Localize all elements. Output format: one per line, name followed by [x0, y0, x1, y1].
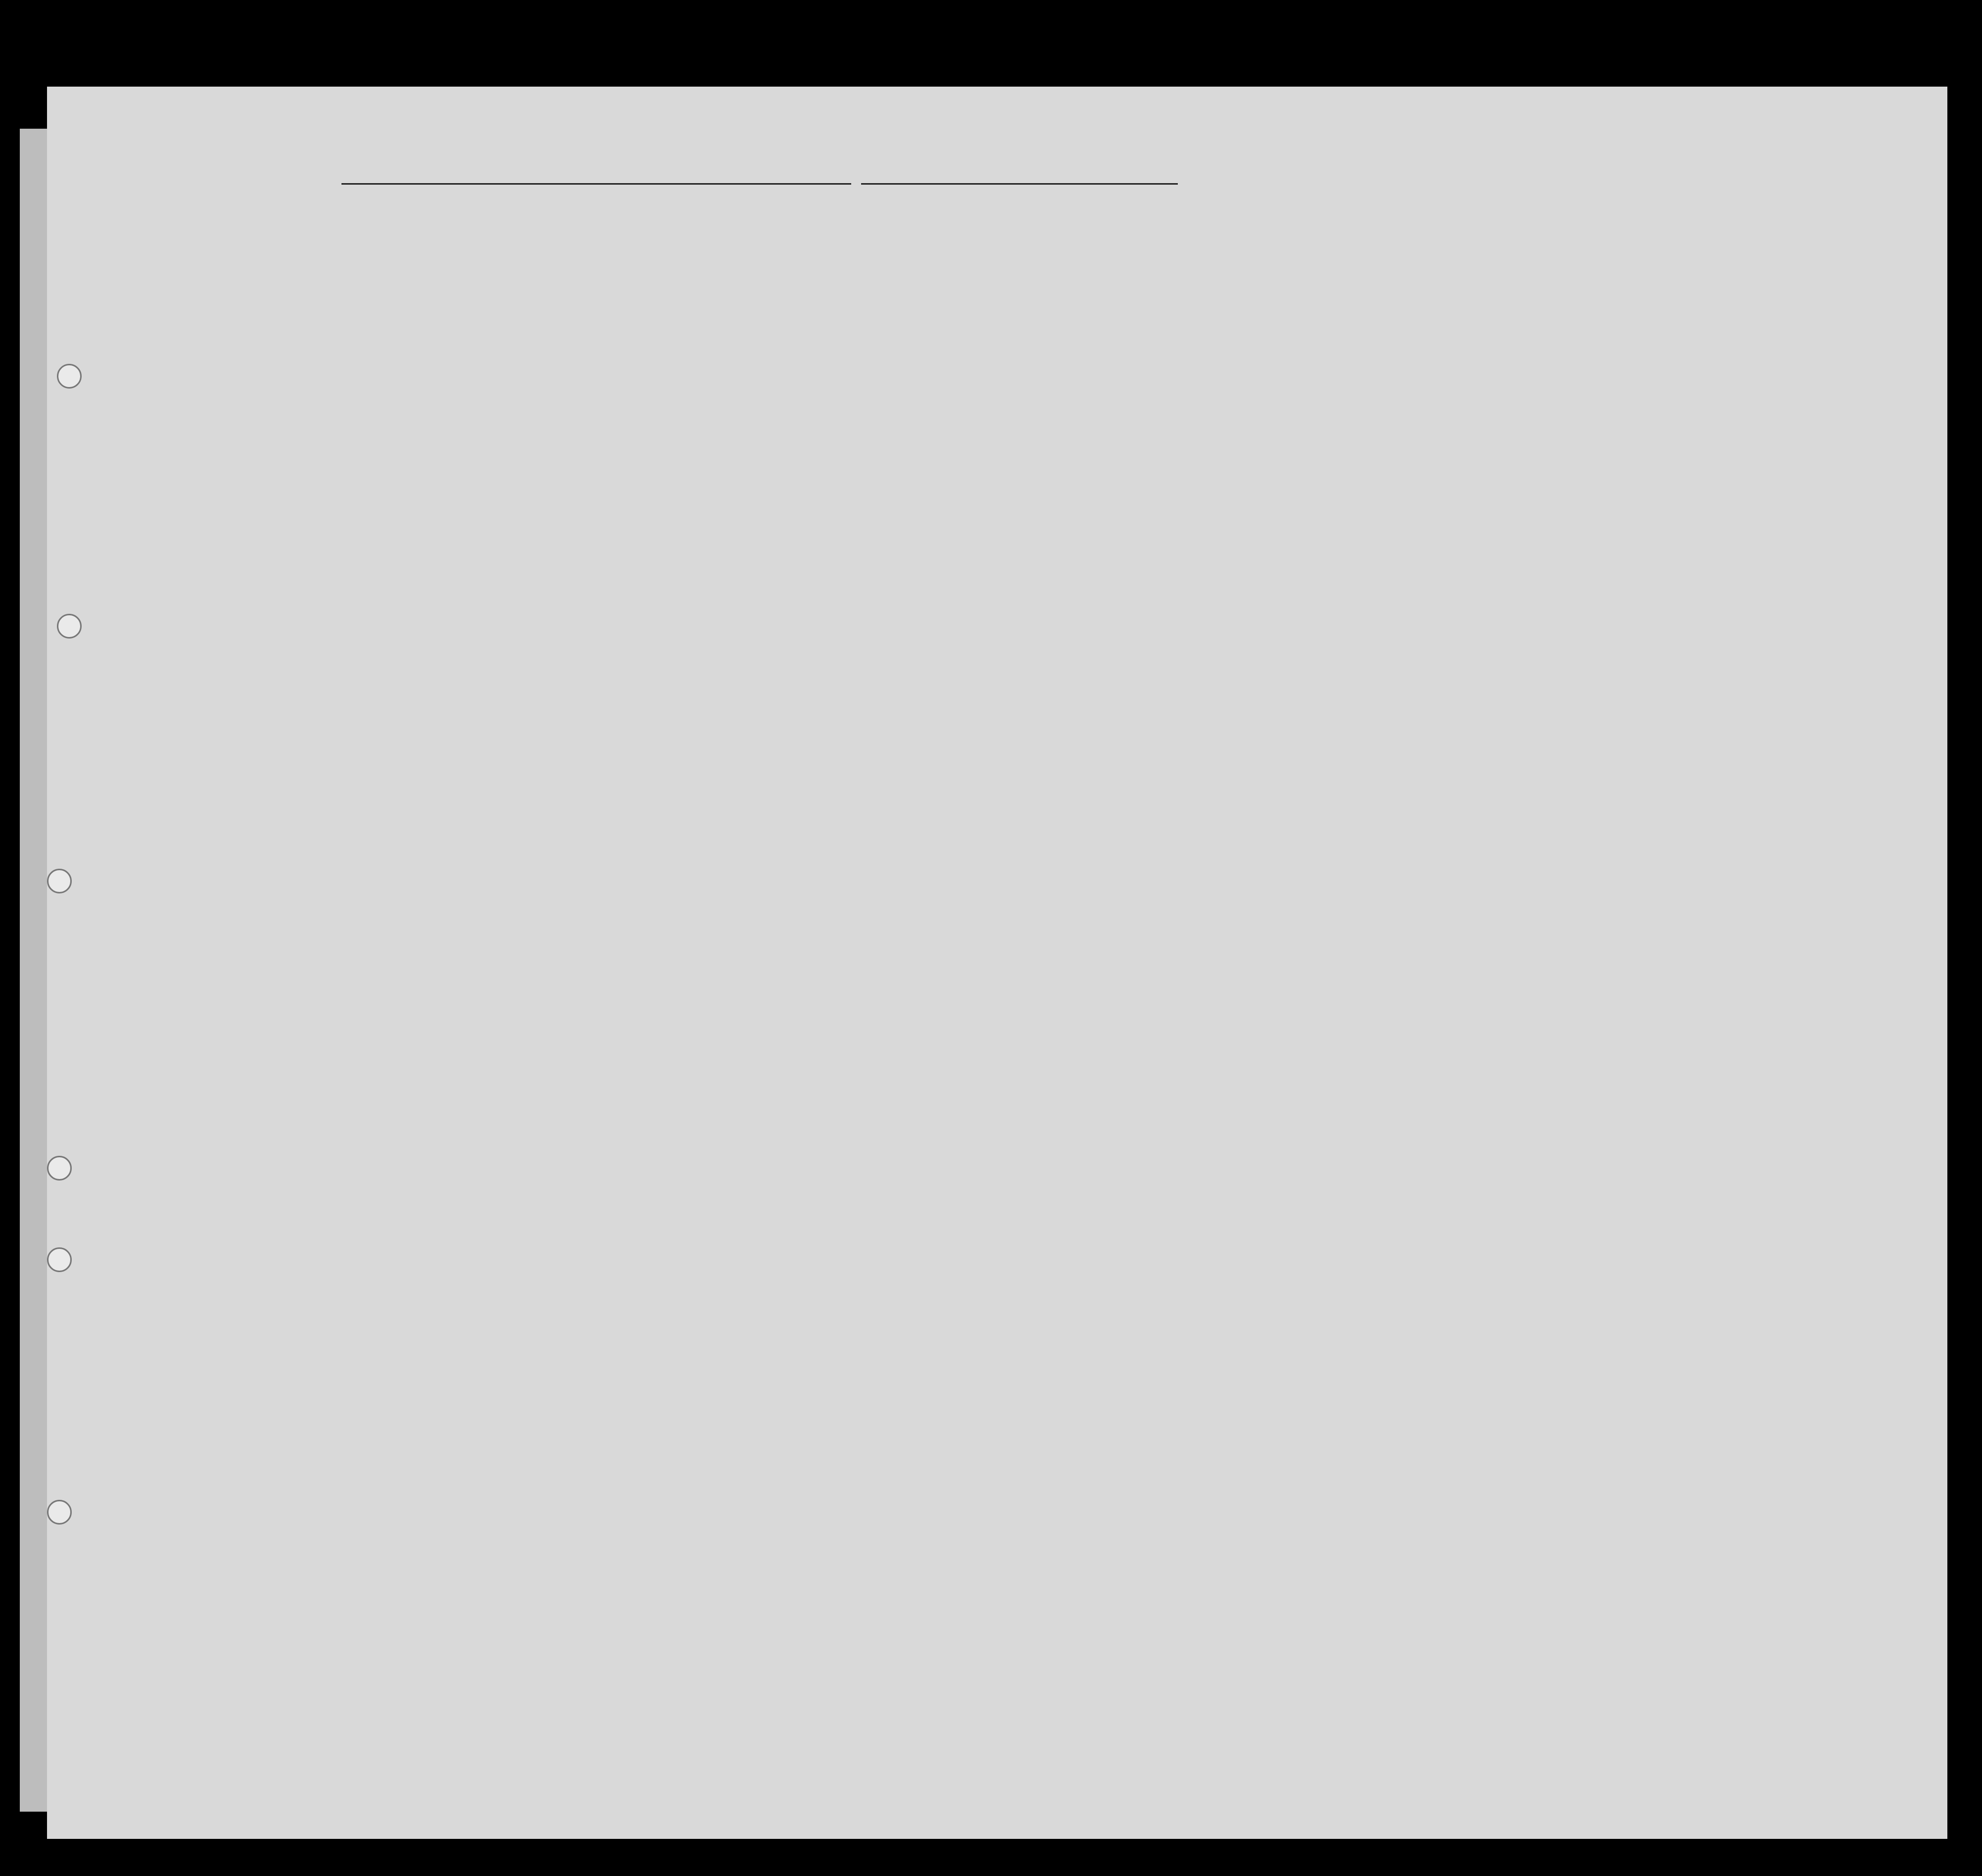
page-edge — [20, 129, 49, 1812]
binder-hole — [47, 1247, 72, 1272]
binder-hole — [57, 364, 82, 389]
binder-hole — [57, 614, 82, 639]
manifest-sheet — [47, 87, 1947, 1839]
binder-hole — [47, 869, 72, 893]
binder-hole — [47, 1156, 72, 1181]
date-field — [861, 163, 1178, 185]
binder-hole — [47, 1500, 72, 1525]
port-field — [341, 163, 851, 185]
